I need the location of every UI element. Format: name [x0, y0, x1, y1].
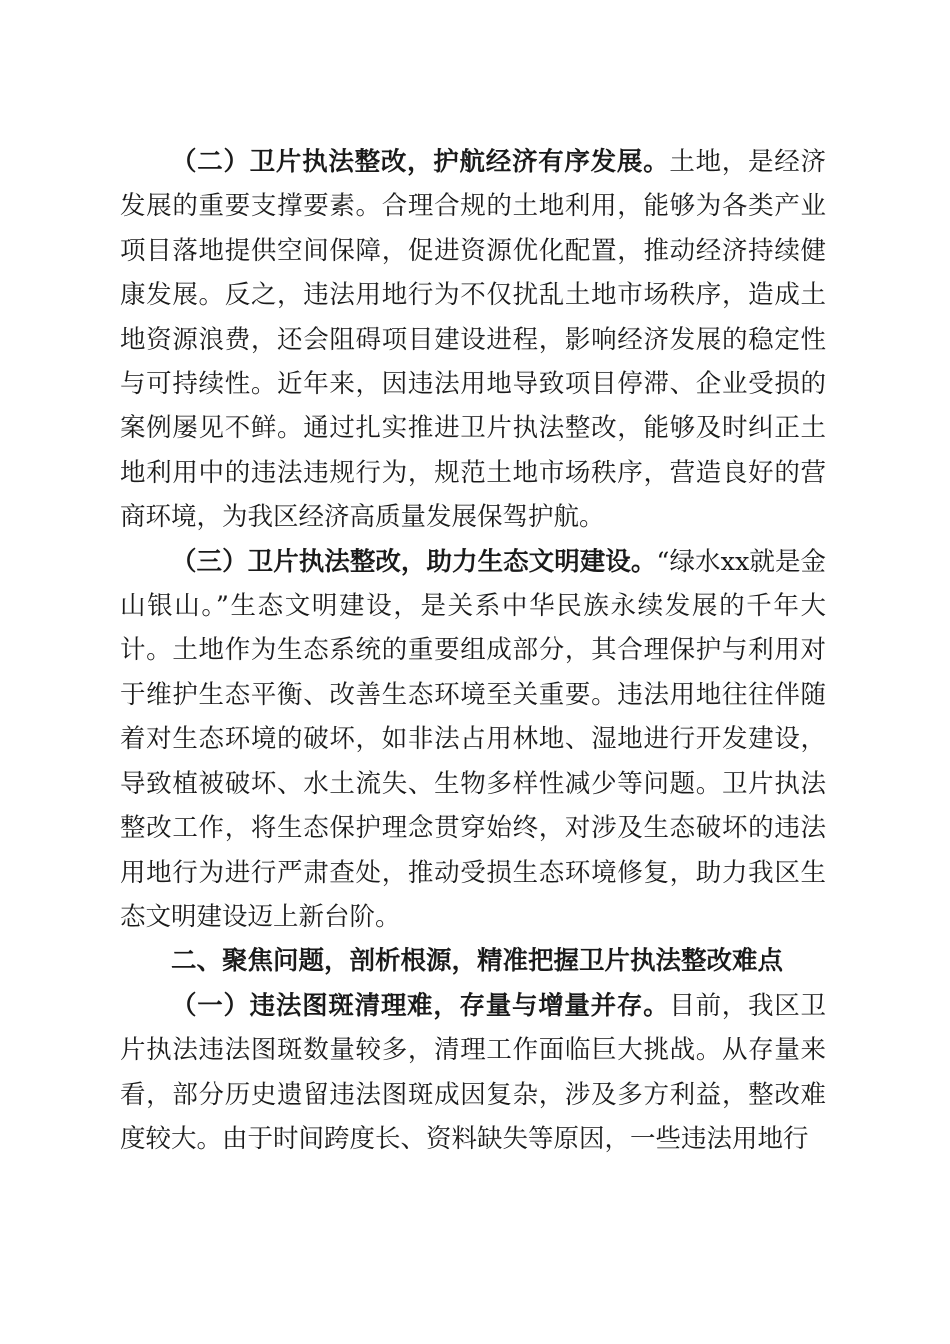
paragraph-text: 目前，我区卫片执法违法图斑数量较多，清理工作面临巨大挑战。从存量来看，部分历史遗留违法图斑成因复杂，涉及多方利益，整改难度较大。由于时间跨度长、资料缺失等原因，一些违法用地行: [120, 990, 826, 1154]
paragraph-lead: （三）卫片执法整改，助力生态文明建设。: [171, 546, 657, 577]
paragraph-text: “绿水xx就是金山银山。”生态文明建设，是关系中华民族永续发展的千年大计。土地作为生态系统的重要组成部分，其合理保护与利用对于维护生态平衡、改善生态环境至关重要。违法用地往往伴随着对生态环境的破坏，如非法占用林地、湿地进行开发建设，导致植被破坏、水土流失、生物多样性减少等问题。卫片执法整改工作，将生态保护理念贯穿始终，对涉及生态破坏的违法用地行为进行严肃查处，推动受损生态环境修复，助力我区生态文明建设迈上新台阶。: [120, 546, 826, 932]
section-heading: 二、聚焦问题，剖析根源，精准把握卫片执法整改难点: [171, 946, 784, 977]
paragraph-text: 土地，是经济发展的重要支撑要素。合理合规的土地利用，能够为各类产业项目落地提供空间保障，促进资源优化配置，推动经济持续健康发展。反之，违法用地行为不仅扰乱土地市场秩序，造成土地资源浪费，还会阻碍项目建设进程，影响经济发展的稳定性与可持续性。近年来，因违法用地导致项目停滞、企业受损的案例屡见不鲜。通过扎实推进卫片执法整改，能够及时纠正土地利用中的违法违规行为，规范土地市场秩序，营造良好的营商环境，为我区经济高质量发展保驾护航。: [120, 147, 826, 533]
document-body: [120, 140, 826, 1161]
paragraph-ecological-civilization: [120, 540, 826, 940]
paragraph-lead: （二）卫片执法整改，护航经济有序发展。: [171, 147, 670, 177]
paragraph-illegal-patches: [120, 984, 826, 1162]
paragraph-lead: （一）违法图斑清理难，存量与增量并存。: [171, 990, 670, 1021]
paragraph-economic-development: [120, 140, 826, 540]
